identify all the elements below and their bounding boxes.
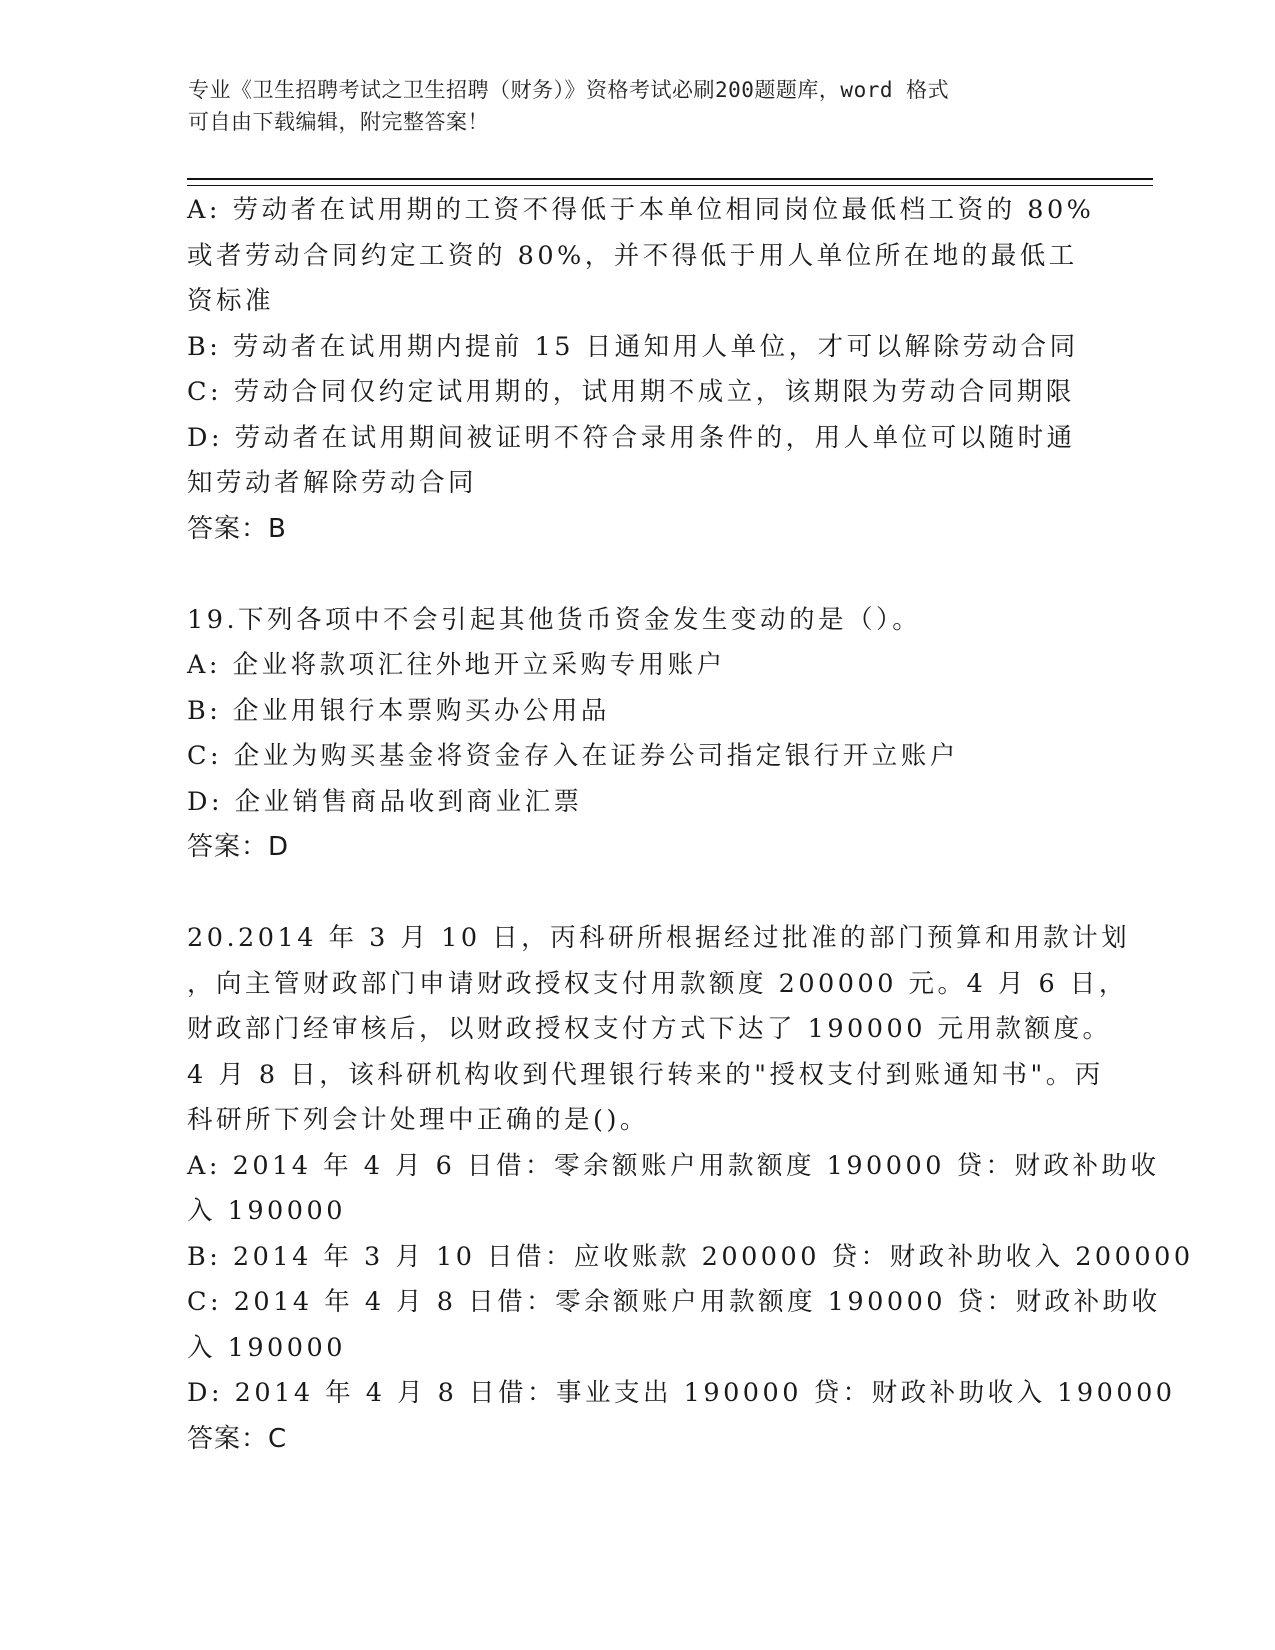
q18-option-a-line-2: 或者劳动合同约定工资的 80%，并不得低于用人单位所在地的最低工 [187,240,1078,271]
spacer [187,871,1087,917]
header-divider-thin [187,185,1153,186]
q18-option-d-line-1: D: 劳动者在试用期间被证明不符合录用条件的，用人单位可以随时通 [187,422,1076,453]
q18-option-c: C: 劳动合同仅约定试用期的，试用期不成立，该期限为劳动合同期限 [187,377,1075,407]
q18-option-b: B: 劳动者在试用期内提前 15 日通知用人单位，才可以解除劳动合同 [187,331,1079,362]
question-18-block [187,188,1095,552]
q19-option-b: B: 企业用银行本票购买办公用品 [187,695,610,726]
spacer [187,552,1087,598]
q18-option-d-line-2: 知劳动者解除劳动合同 [187,468,478,498]
q19-answer: 答案：D [187,832,290,862]
q20-option-d: D: 2014 年 4 月 8 日借：事业支出 190000 贷：财政补助收入 190000 [187,1378,1176,1408]
question-20-block [187,916,1194,1462]
q20-answer: 答案：C [187,1423,288,1454]
question-content [187,188,1194,1462]
q19-option-c: C: 企业为购买基金将资金存入在证券公司指定银行开立账户 [187,741,959,771]
q20-option-a-line-2: 入 190000 [187,1196,346,1226]
q19-question: 19.下列各项中不会引起其他货币资金发生变动的是（）。 [187,604,922,635]
q20-option-a-line-1: A: 2014 年 4 月 6 日借：零余额账户用款额度 190000 贷：财政补助收 [187,1150,1160,1181]
header-line-1: 专业《卫生招聘考试之卫生招聘（财务）》资格考试必刷200题题库，word 格式 [188,78,950,102]
q18-option-a-line-3: 资标准 [187,286,275,316]
header-line-2: 可自由下载编辑，附完整答案！ [188,110,489,134]
q20-question-line-4: 4 月 8 日，该科研机构收到代理银行转来的"授权支付到账通知书"。丙 [187,1059,1104,1090]
q20-option-c-line-1: C: 2014 年 4 月 8 日借：零余额账户用款额度 190000 贷：财政补助收 [187,1287,1161,1317]
q19-option-a: A: 企业将款项汇往外地开立采购专用账户 [187,650,726,680]
q20-question-line-2: ，向主管财政部门申请财政授权支付用款额度 200000 元。4 月 6 日， [187,968,1128,999]
question-19-block [187,598,1087,871]
q20-option-c-line-2: 入 190000 [187,1332,346,1363]
document-header [188,74,1088,138]
header-divider-thick [187,178,1153,180]
q20-option-b: B: 2014 年 3 月 10 日借：应收账款 200000 贷：财政补助收入 200000 [187,1241,1194,1272]
q18-answer: 答案：B [187,513,287,544]
q19-option-d: D: 企业销售商品收到商业汇票 [187,786,583,817]
q20-question-line-1: 20.2014 年 3 月 10 日，丙科研所根据经过批准的部门预算和用款计划 [187,923,1131,953]
q20-question-line-5: 科研所下列会计处理中正确的是()。 [187,1105,649,1135]
q20-question-line-3: 财政部门经审核后，以财政授权支付方式下达了 190000 元用款额度。 [187,1014,1112,1044]
q18-option-a-line-1: A: 劳动者在试用期的工资不得低于本单位相同岗位最低档工资的 80% [187,195,1095,225]
